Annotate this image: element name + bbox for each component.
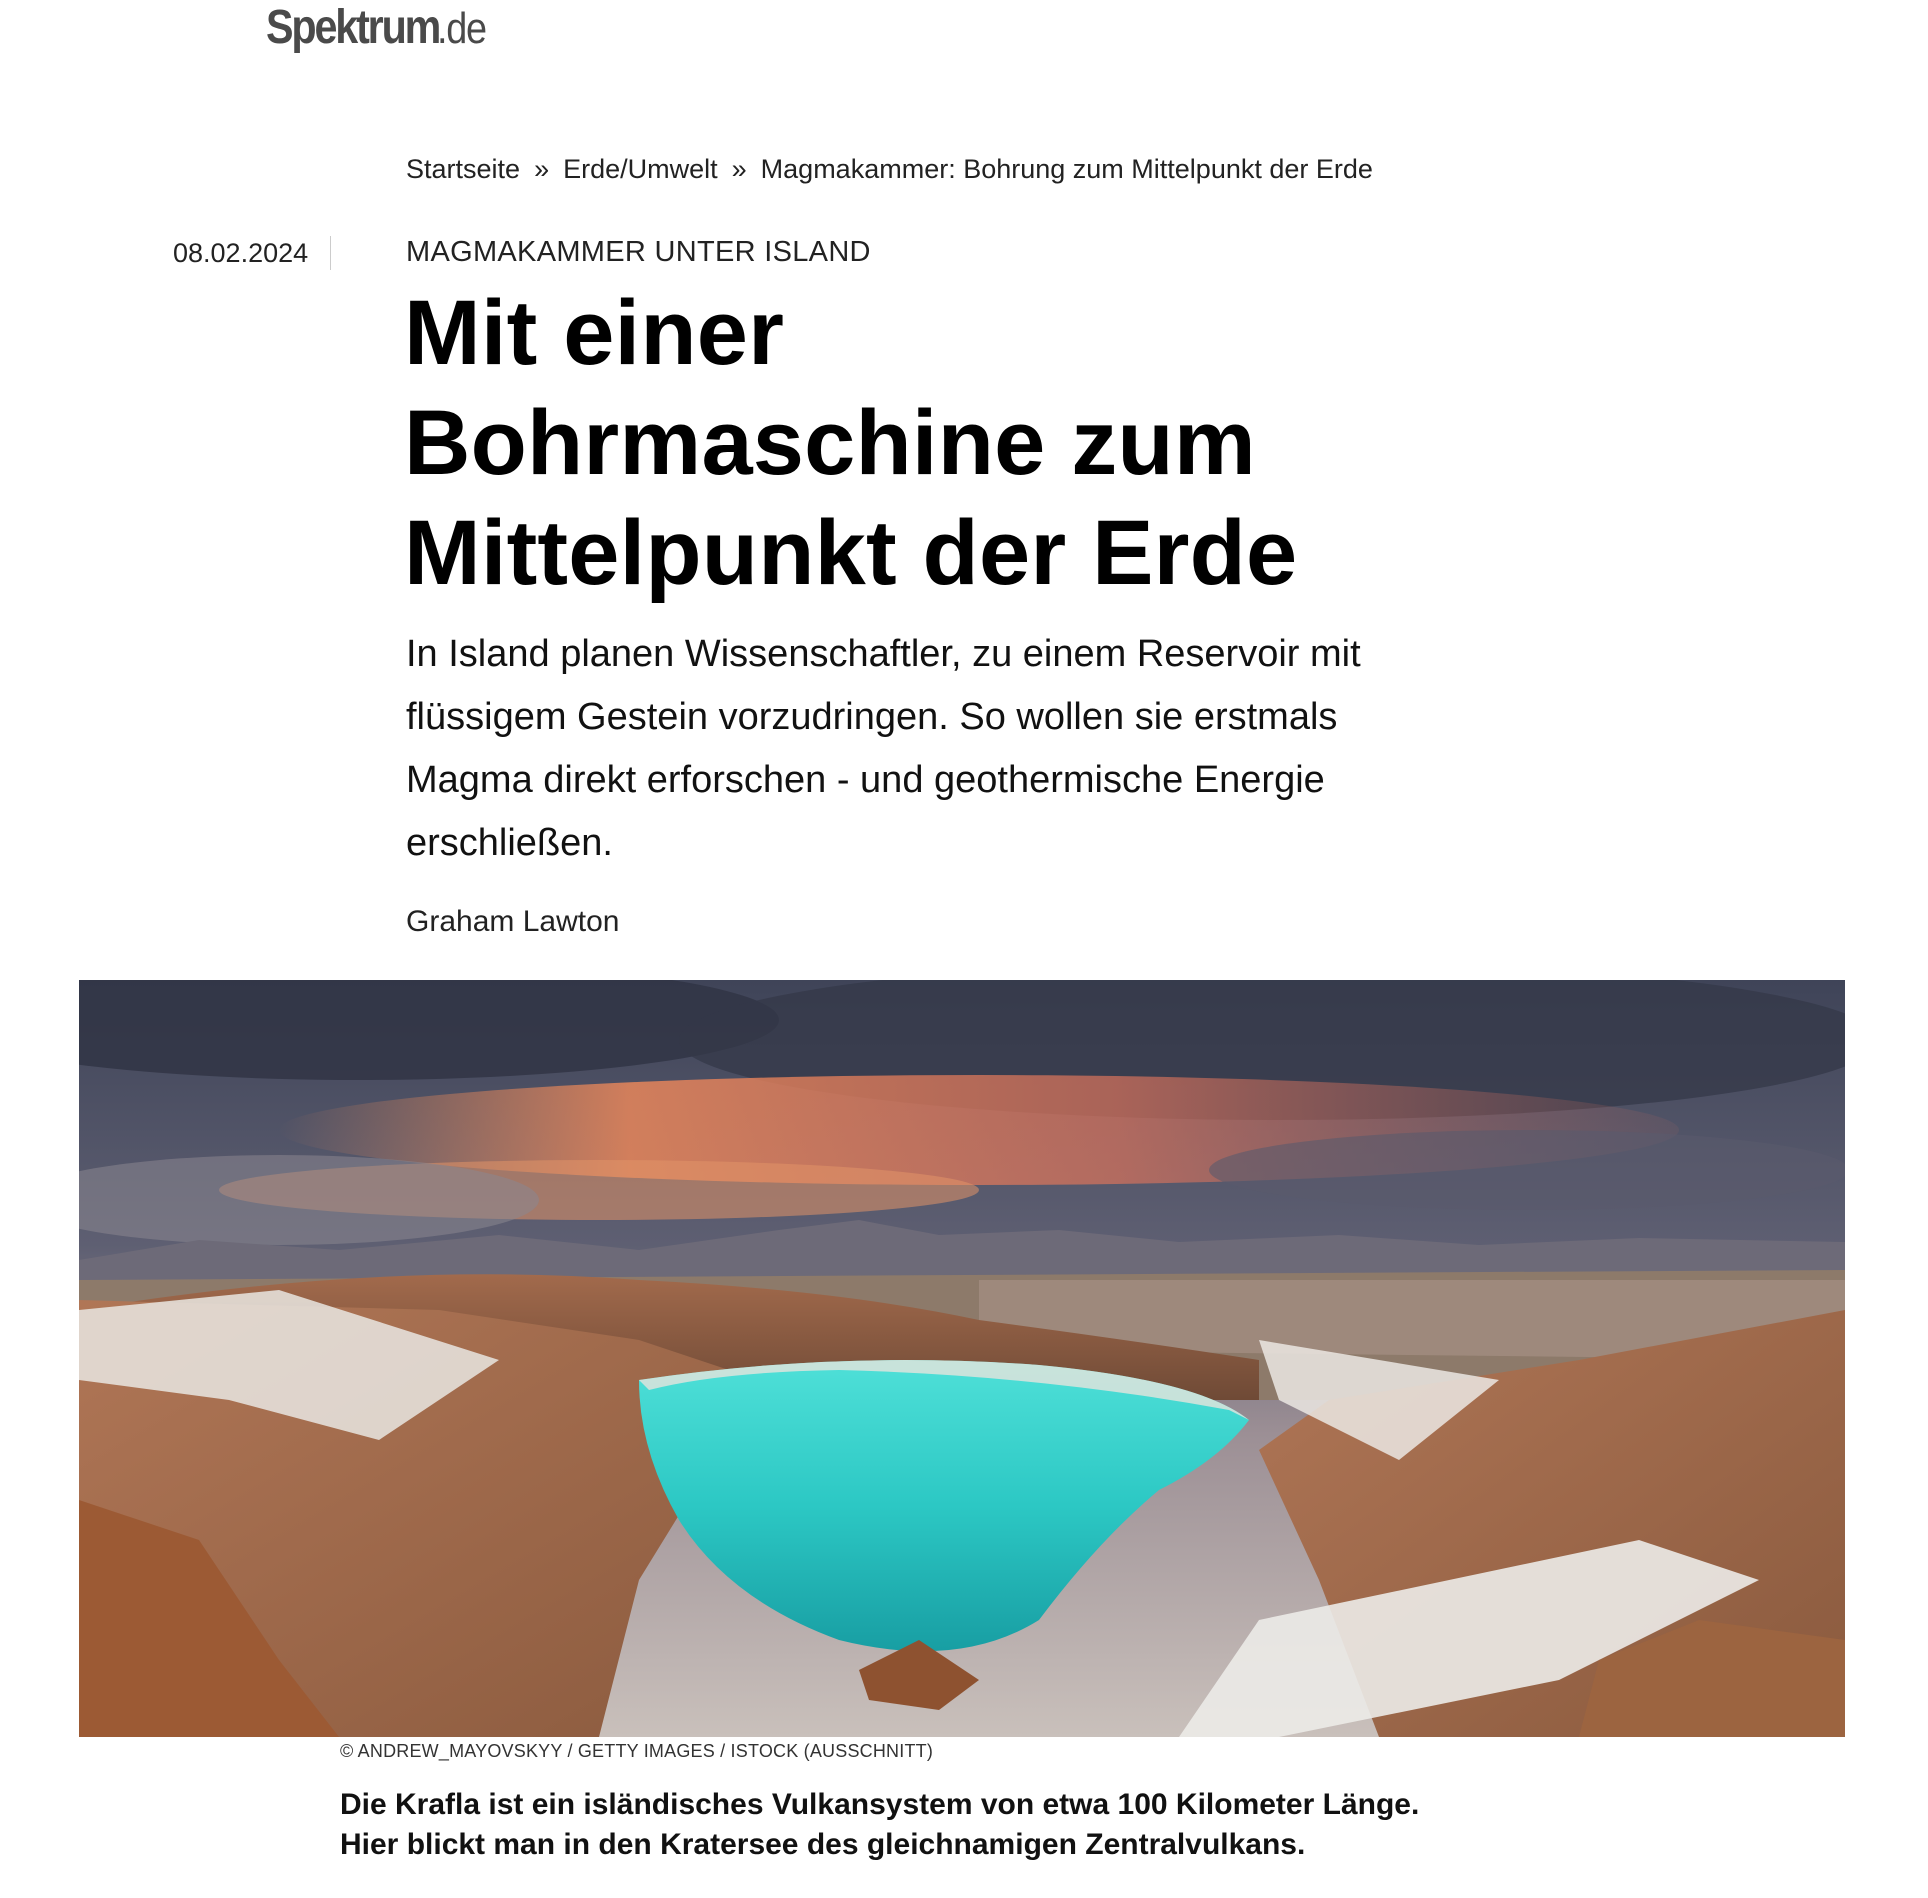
article-headline — [404, 278, 1504, 608]
breadcrumb-separator: » — [534, 154, 550, 184]
breadcrumb-item-current: Magmakammer: Bohrung zum Mittelpunkt der Erde — [760, 154, 1373, 184]
image-caption — [340, 1785, 1640, 1865]
teaser-line: erschließen. — [406, 822, 613, 864]
headline-line: Mittelpunkt der Erde — [404, 502, 1298, 604]
caption-line: Die Krafla ist ein isländisches Vulkansystem von etwa 100 Kilometer Länge. — [340, 1788, 1420, 1821]
breadcrumb-item-category[interactable]: Erde/Umwelt — [563, 154, 718, 184]
teaser-line: flüssigem Gestein vorzudringen. So wollen sie erstmals — [406, 696, 1338, 738]
hero-image[interactable] — [79, 980, 1845, 1737]
article-date: 08.02.2024 — [173, 236, 331, 270]
breadcrumb — [406, 154, 1373, 185]
article-kicker: MAGMAKAMMER UNTER ISLAND — [406, 236, 871, 268]
teaser-line: In Island planen Wissenschaftler, zu einem Reservoir mit — [406, 633, 1361, 675]
article-teaser — [406, 623, 1516, 875]
teaser-line: Magma direkt erforschen - und geothermische Energie — [406, 759, 1325, 801]
caption-line: Hier blickt man in den Kratersee des gleichnamigen Zentralvulkans. — [340, 1828, 1306, 1861]
logo-domain-suffix: .de — [437, 4, 487, 53]
breadcrumb-separator: » — [731, 154, 747, 184]
site-logo[interactable] — [266, 0, 494, 56]
breadcrumb-item-home[interactable]: Startseite — [406, 154, 521, 184]
logo-wordmark: Spektrum — [266, 1, 440, 54]
headline-line: Bohrmaschine zum — [404, 392, 1256, 494]
headline-line: Mit einer — [404, 282, 785, 384]
article-author-link[interactable]: Graham Lawton — [406, 905, 620, 938]
image-credit: © ANDREW_MAYOVSKYY / GETTY IMAGES / ISTOCK (AUSSCHNITT) — [340, 1741, 934, 1761]
